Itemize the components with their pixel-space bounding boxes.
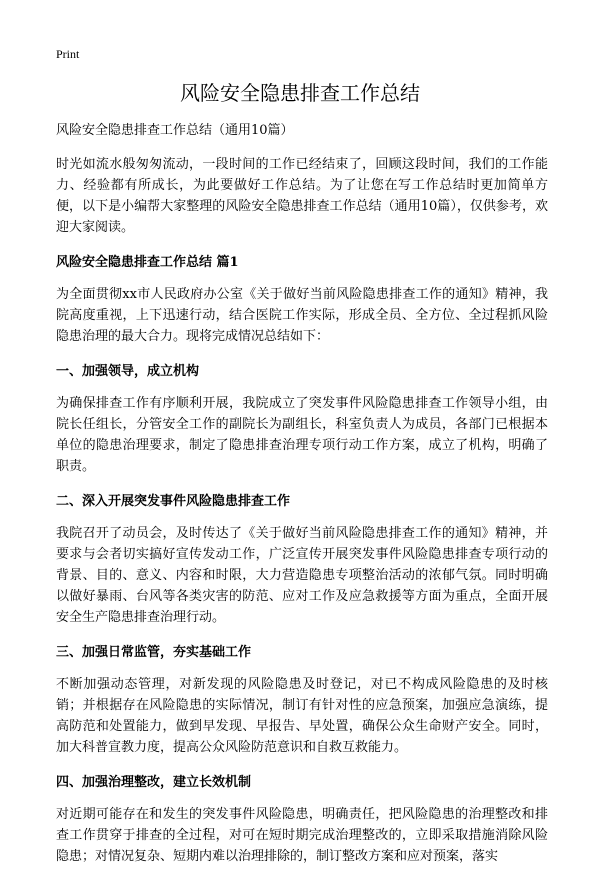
section-heading: 一、加强领导，成立机构: [56, 364, 200, 379]
section-heading: 四、加强治理整改，建立长效机制: [56, 775, 252, 790]
section-paragraph: 不断加强动态管理，对新发现的风险隐患及时登记，对已不构成风险隐患的及时核销；并根据存在风险隐患的实际情况，制订有针对性的应急预案，加强应急演练，提高防范和处置能力，做到早发现、早报告、早处置，确保公众生命财产安全。同时，加大科普宣教力度，提高公众风险防范意识和自救互救能力。: [56, 677, 548, 755]
print-label: Print: [56, 47, 80, 61]
section-heading: 三、加强日常监管，夯实基础工作: [56, 645, 252, 660]
document-body: [56, 121, 548, 882]
document-subtitle: 风险安全隐患排查工作总结（通用10篇）: [56, 123, 294, 138]
article-intro-paragraph: 为全面贯彻xx市人民政府办公室《关于做好当前风险隐患排查工作的通知》精神，我院高度重视，上下迅速行动，结合医院工作实际，形成全员、全方位、全过程抓风险隐患治理的最大合力。现将完成情况总结如下：: [56, 287, 548, 344]
article-heading: 风险安全隐患排查工作总结 篇1: [56, 255, 239, 270]
section-paragraph: 我院召开了动员会，及时传达了《关于做好当前风险隐患排查工作的通知》精神，并要求与会者切实搞好宣传发动工作，广泛宣传开展突发事件风险隐患排查专项行动的背景、目的、意义、内容和时限，大力营造隐患专项整治活动的浓郁气氛。同时明确以做好暴雨、台风等各类灾害的防范、应对工作及应急救援等方面为重点，全面开展安全生产隐患排查治理行动。: [56, 526, 548, 625]
document-title: 风险安全隐患排查工作总结: [180, 81, 420, 105]
intro-paragraph: 时光如流水般匆匆流动，一段时间的工作已经结束了，回顾这段时间，我们的工作能力、经验都有所成长，为此要做好工作总结。为了让您在写工作总结时更加简单方便，以下是小编帮大家整理的风险安全隐患排查工作总结（通用10篇），仅供参考，欢迎大家阅读。: [56, 157, 548, 235]
section-heading: 二、深入开展突发事件风险隐患排查工作: [56, 494, 291, 509]
section-paragraph: 对近期可能存在和发生的突发事件风险隐患，明确责任，把风险隐患的治理整改和排查工作贯穿于排查的全过程，对可在短时期完成治理整改的，立即采取措施消除风险隐患；对情况复杂、短期内难以治理排除的，制订整改方案和应对预案，落实: [56, 807, 548, 864]
section-paragraph: 为确保排查工作有序顺利开展，我院成立了突发事件风险隐患排查工作领导小组，由院长任组长，分管安全工作的副院长为副组长，科室负责人为成员，各部门已根据本单位的隐患治理要求，制定了隐患排查治理专项行动工作方案，成立了机构，明确了职责。: [56, 396, 548, 474]
